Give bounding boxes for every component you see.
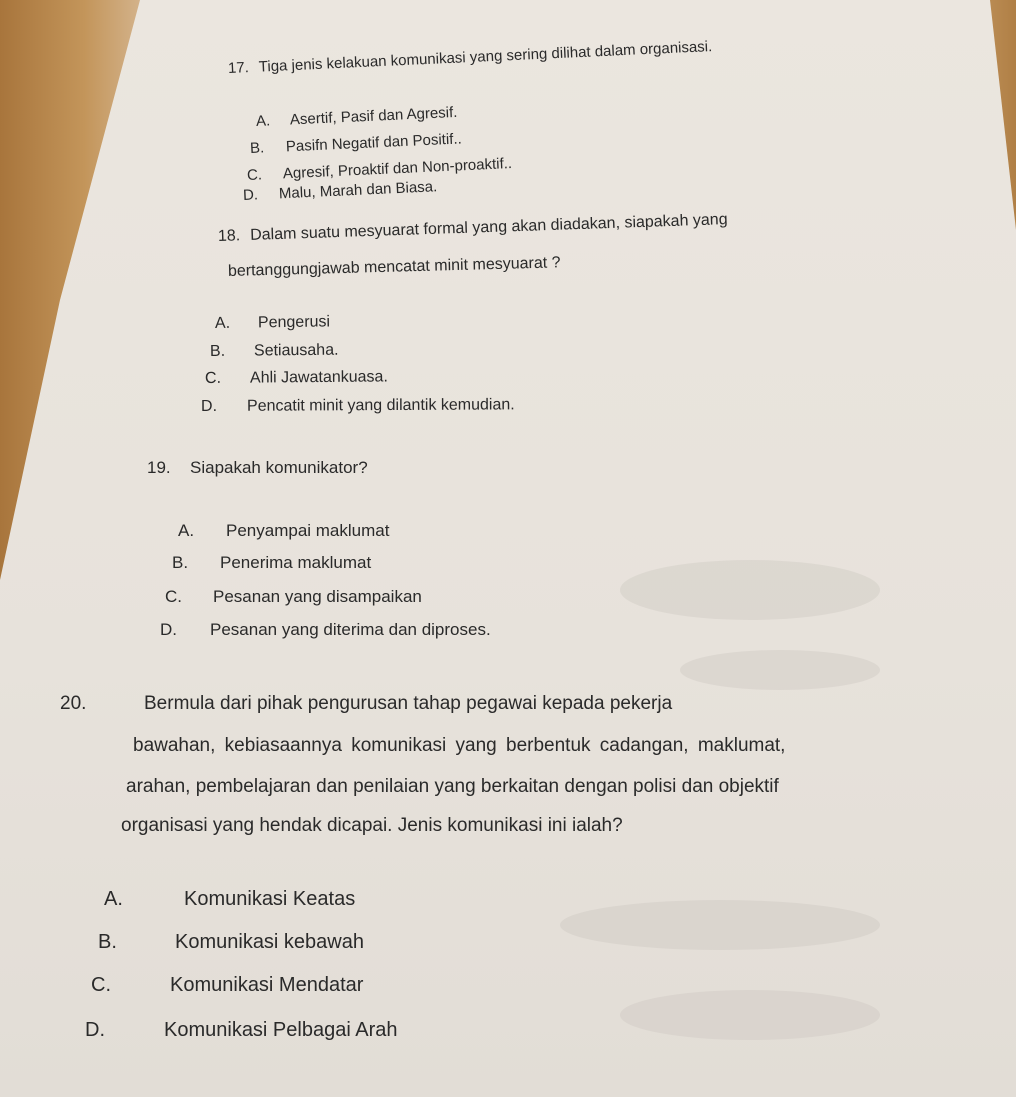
option-letter: B. [98, 931, 117, 953]
option-letter: D. [160, 620, 177, 639]
option-text: Penyampai maklumat [226, 521, 390, 540]
option-text: Penerima maklumat [220, 553, 372, 572]
option-text: Pasifn Negatif dan Positif.. [285, 130, 463, 156]
question-18-option-d[interactable] [201, 396, 515, 416]
option-text: Asertif, Pasif dan Agresif. [289, 103, 458, 129]
paper-smudge [620, 560, 880, 620]
question-18-option-a[interactable] [215, 313, 330, 333]
question-18-option-c[interactable] [205, 368, 388, 388]
option-text: Komunikasi Pelbagai Arah [164, 1019, 398, 1041]
option-letter: B. [249, 139, 265, 157]
option-letter: C. [204, 369, 222, 387]
question-text: Tiga jenis kelakuan komunikasi yang sering dilihat dalam organisasi. [258, 38, 713, 76]
question-text: arahan, pembelajaran dan penilaian yang berkaitan dengan polisi dan objektif [126, 776, 779, 797]
question-text: Siapakah komunikator? [190, 458, 368, 477]
question-text: bertanggungjawab mencatat minit mesyuarat ? [227, 254, 561, 280]
option-letter: A. [104, 888, 123, 910]
option-letter: D. [85, 1019, 105, 1041]
question-text: organisasi yang hendak dicapai. Jenis komunikasi ini ialah? [121, 815, 623, 836]
option-letter: A. [255, 112, 271, 130]
option-text: Agresif, Proaktif dan Non-proaktif.. [282, 154, 513, 183]
option-text: Malu, Marah dan Biasa. [278, 178, 438, 203]
question-19-option-c[interactable] [165, 587, 422, 607]
option-letter: C. [91, 974, 111, 996]
question-18-option-b[interactable] [210, 342, 339, 361]
option-text: Pencatit minit yang dilantik kemudian. [246, 396, 515, 415]
option-letter: B. [209, 342, 226, 360]
question-19-option-b[interactable] [172, 553, 371, 573]
option-text: Ahli Jawatankuasa. [249, 368, 388, 387]
paper-smudge [680, 650, 880, 690]
question-number: 20. [60, 693, 87, 714]
question-20-stem-line1 [60, 693, 672, 715]
question-text: Bermula dari pihak pengurusan tahap pegawai kepada pekerja [144, 693, 673, 714]
option-text: Pesanan yang diterima dan diproses. [210, 620, 491, 639]
option-text: Komunikasi Mendatar [170, 974, 364, 996]
question-19-option-d[interactable] [160, 620, 491, 640]
option-letter: D. [200, 397, 218, 415]
option-text: Komunikasi Keatas [184, 888, 356, 910]
question-20-stem-line2 [133, 735, 785, 757]
option-letter: C. [165, 587, 182, 606]
option-letter: C. [246, 166, 263, 184]
question-number: 17. [227, 59, 250, 77]
option-text: Komunikasi kebawah [175, 931, 364, 953]
option-text: Pesanan yang disampaikan [213, 587, 422, 606]
question-number: 18. [217, 227, 241, 245]
question-20-stem-line3 [126, 776, 779, 798]
question-20-option-a[interactable] [104, 888, 355, 911]
question-text: Dalam suatu mesyuarat formal yang akan diadakan, siapakah yang [249, 211, 728, 244]
question-20-option-d[interactable] [85, 1019, 397, 1042]
question-20-option-c[interactable] [91, 974, 363, 997]
question-19-option-a[interactable] [178, 521, 389, 541]
option-text: Setiausaha. [253, 341, 339, 360]
option-letter: D. [242, 186, 259, 204]
question-number: 19. [147, 458, 171, 477]
question-text: bawahan, kebiasaannya komunikasi yang berbentuk cadangan, maklumat, [133, 735, 786, 756]
paper-smudge [620, 990, 880, 1040]
question-20-stem-line4 [121, 815, 623, 837]
question-20-option-b[interactable] [98, 931, 364, 954]
option-letter: B. [172, 553, 189, 572]
option-letter: A. [178, 521, 195, 540]
option-text: Pengerusi [257, 313, 331, 332]
option-letter: A. [214, 314, 231, 332]
question-19-stem [147, 458, 368, 478]
paper-smudge [560, 900, 880, 950]
